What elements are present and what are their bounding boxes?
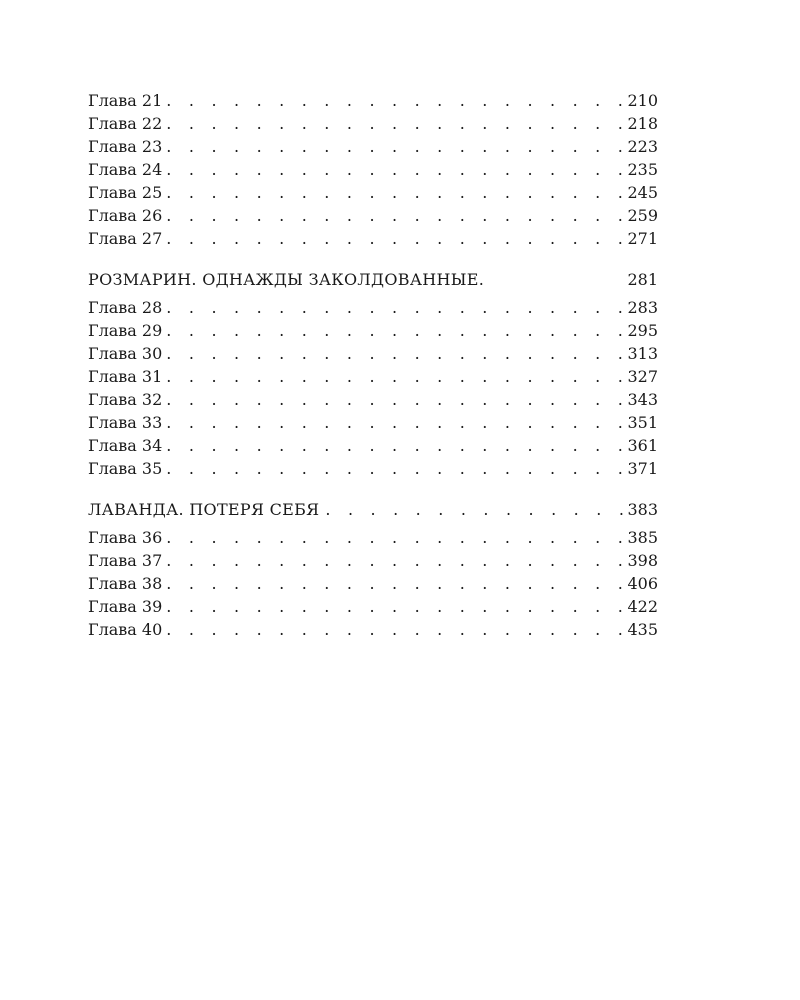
chapter-title: Глава 36 — [88, 528, 163, 547]
toc-entry-chapter-32 — [88, 388, 658, 411]
chapter-title: Глава 24 — [88, 160, 163, 179]
toc-entry-chapter-40 — [88, 618, 658, 641]
chapter-title: Глава 25 — [88, 183, 163, 202]
page-number: 327 — [627, 367, 658, 386]
chapter-title: Глава 21 — [88, 91, 163, 110]
dot-leader — [162, 181, 624, 204]
dot-leader — [162, 411, 624, 434]
page-number: 223 — [627, 137, 658, 156]
page-number: 295 — [627, 321, 658, 340]
toc-entry-chapter-25 — [88, 181, 658, 204]
toc-part-lavanda — [88, 498, 658, 522]
chapter-title: Глава 39 — [88, 597, 163, 616]
page-number: 406 — [627, 574, 658, 593]
toc-entry-chapter-21 — [88, 89, 658, 112]
chapter-title: Глава 27 — [88, 229, 163, 248]
chapter-title: Глава 28 — [88, 298, 163, 317]
chapter-title: Глава 38 — [88, 574, 163, 593]
page-number: 351 — [627, 413, 658, 432]
page-number: 313 — [627, 344, 658, 363]
dot-leader — [162, 388, 624, 411]
part-title: ЛАВАНДА. ПОТЕРЯ СЕБЯ — [88, 500, 320, 519]
dot-leader — [162, 526, 624, 549]
chapter-title: Глава 33 — [88, 413, 163, 432]
page-number: 218 — [627, 114, 658, 133]
page-number: 245 — [627, 183, 658, 202]
chapter-title: Глава 40 — [88, 620, 163, 639]
toc-entry-chapter-35 — [88, 457, 658, 480]
toc-entry-chapter-27 — [88, 227, 658, 250]
toc-entry-chapter-28 — [88, 296, 658, 319]
toc-entry-chapter-26 — [88, 204, 658, 227]
table-of-contents — [88, 89, 658, 641]
dot-leader — [162, 204, 624, 227]
toc-entry-chapter-22 — [88, 112, 658, 135]
toc-entry-chapter-23 — [88, 135, 658, 158]
dot-leader — [319, 498, 624, 522]
chapter-title: Глава 26 — [88, 206, 163, 225]
page-number: 210 — [627, 91, 658, 110]
part-title: РОЗМАРИН. ОДНАЖДЫ ЗАКОЛДОВАННЫЕ — [88, 270, 479, 289]
chapter-title: Глава 23 — [88, 137, 163, 156]
dot-leader — [162, 572, 624, 595]
page-number: 398 — [627, 551, 658, 570]
dot-leader — [162, 158, 624, 181]
page-number: 281 — [627, 270, 658, 289]
dot-leader — [162, 618, 624, 641]
page-number: 343 — [627, 390, 658, 409]
page-number: 235 — [627, 160, 658, 179]
toc-entry-chapter-30 — [88, 342, 658, 365]
chapter-title: Глава 29 — [88, 321, 163, 340]
toc-entry-chapter-31 — [88, 365, 658, 388]
page-number: 371 — [627, 459, 658, 478]
toc-entry-chapter-33 — [88, 411, 658, 434]
toc-entry-chapter-29 — [88, 319, 658, 342]
dot-leader — [162, 89, 624, 112]
page-number: 283 — [627, 298, 658, 317]
toc-entry-chapter-34 — [88, 434, 658, 457]
page-number: 259 — [627, 206, 658, 225]
toc-entry-chapter-24 — [88, 158, 658, 181]
dot-leader — [162, 319, 624, 342]
chapter-title: Глава 22 — [88, 114, 163, 133]
page-number: 422 — [627, 597, 658, 616]
page-number: 385 — [627, 528, 658, 547]
dot-leader — [162, 342, 624, 365]
toc-entry-chapter-38 — [88, 572, 658, 595]
dot-leader — [162, 365, 624, 388]
toc-part-rozmarin — [88, 268, 658, 292]
dot-leader — [162, 296, 624, 319]
dot-leader — [162, 227, 624, 250]
dot-leader — [162, 457, 624, 480]
dot-leader — [162, 549, 624, 572]
chapter-title: Глава 35 — [88, 459, 163, 478]
toc-entry-chapter-39 — [88, 595, 658, 618]
chapter-title: Глава 31 — [88, 367, 163, 386]
chapter-title: Глава 37 — [88, 551, 163, 570]
chapter-title: Глава 34 — [88, 436, 163, 455]
page-number: 383 — [627, 500, 658, 519]
page-number: 361 — [627, 436, 658, 455]
chapter-title: Глава 30 — [88, 344, 163, 363]
toc-entry-chapter-36 — [88, 526, 658, 549]
dot-leader — [479, 268, 624, 292]
chapter-title: Глава 32 — [88, 390, 163, 409]
toc-entry-chapter-37 — [88, 549, 658, 572]
page-number: 435 — [627, 620, 658, 639]
dot-leader — [162, 595, 624, 618]
dot-leader — [162, 135, 624, 158]
page-number: 271 — [627, 229, 658, 248]
dot-leader — [162, 434, 624, 457]
dot-leader — [162, 112, 624, 135]
